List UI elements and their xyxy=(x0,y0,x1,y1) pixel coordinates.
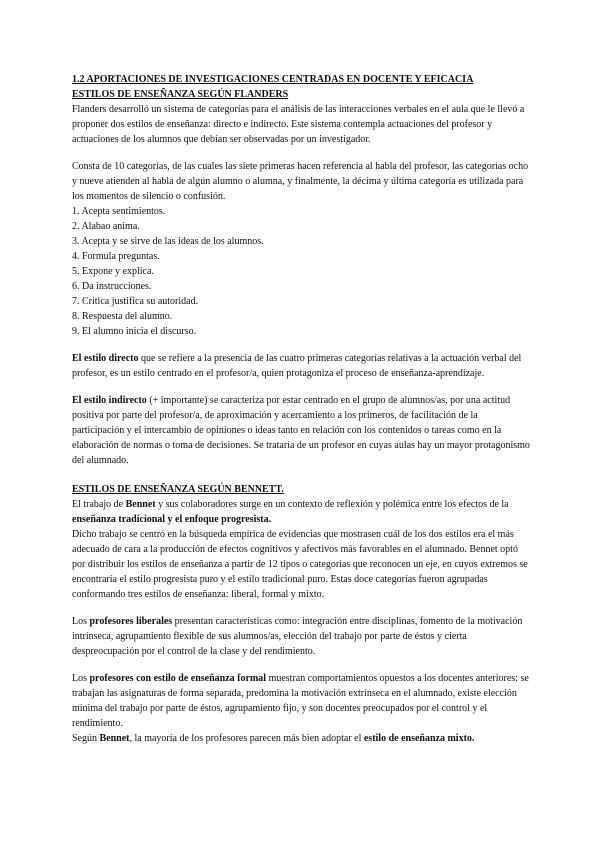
bennett-paragraph-1 xyxy=(72,497,532,527)
bennett-paragraph-2: Dicho trabajo se centró en la búsqueda empírica de evidencias que mostrasen cuál de los dos estilos era el más adecuado de cara a la producción de efectos cognitivos y afectivos más favorables en el alumnado. Bennet optó por distribuir los estilos de enseñanza a partir de 12 tipos o categorías que reconocen un eje, en cuyos extremos se encontraría el estilo progresista puro y el estilo tradicional puro. Estas doce categorías fueron agrupadas conformando tres estilos de enseñanza: liberal, formal y mixto. xyxy=(72,529,528,600)
bennet-name: Bennet xyxy=(99,733,130,744)
section-title-flanders xyxy=(72,72,532,102)
indirect-style-term: El estilo indirecto xyxy=(72,395,147,406)
direct-style-text: que se refiere a la presencia de las cuatro primeras categorías relativas a la actuación verbal del profesor, es un estilo centrado en el profesor/a, quien protagoniza el proceso de enseñanza-aprendizaje. xyxy=(72,353,522,379)
spacer xyxy=(72,659,532,671)
mixed-style-paragraph xyxy=(72,731,532,746)
indirect-style-text: (+ importante) se caracteriza por estar centrado en el grupo de alumnos/as, por una actitud positiva por parte del profesor/a, de aproximación y acercamiento a los primeros, de facilitación de la participación y el intercambio de opiniones o ideas tanto en relación con los contenidos o tareas como en la elaboración de normas o toma de decisiones. Se trataría de un profesor en cuyas aulas hay un mayor protagonismo del alumnado. xyxy=(72,395,530,466)
spacer xyxy=(72,602,532,614)
spacer xyxy=(72,381,532,393)
list-item: 9. El alumno inicia el discurso. xyxy=(72,326,197,337)
list-item: 8. Respuesta del alumno. xyxy=(72,311,173,322)
list-item: 5. Expone y explica. xyxy=(72,266,154,277)
categories-list xyxy=(72,204,532,339)
flanders-heading: ESTILOS DE ENSEÑANZA SEGÚN FLANDERS xyxy=(72,89,289,100)
list-item: 3. Acepta y se sirve de las ideas de los alumnos. xyxy=(72,236,264,247)
direct-style-term: El estilo directo xyxy=(72,353,139,364)
document-page xyxy=(72,72,532,746)
text-run: El trabajo de xyxy=(72,499,126,510)
list-item: 7. Critica justifica su autoridad. xyxy=(72,296,199,307)
categories-intro: Consta de 10 categorías, de las cuales las siete primeras hacen referencia al habla del profesor, las categorías ocho y nueve atienden al habla de algún alumno o alumna, y finalmente, la décima y última categoría es utilizada para los momentos de silencio o confusión. xyxy=(72,161,529,202)
text-run: Los xyxy=(72,673,90,684)
list-item: 2. Alabao anima. xyxy=(72,221,140,232)
mixed-style-term: estilo de enseñanza mixto. xyxy=(363,733,475,744)
formal-teachers-term: profesores con estilo de enseñanza formal xyxy=(89,673,267,684)
text-run: y sus colaboradores surge en un contexto de reflexión y polémica entre los efectos de la xyxy=(155,499,509,510)
list-item: 4. Formula preguntas. xyxy=(72,251,160,262)
bennett-heading: ESTILOS DE ENSEÑANZA SEGÚN BENNETT. xyxy=(72,484,284,495)
indirect-style-paragraph xyxy=(72,393,532,468)
formal-teachers-paragraph xyxy=(72,671,532,731)
text-run: presentan características como: integración entre disciplinas, fomento de la motivación intrínseca, agrupamiento flexible de sus alumnos/as, elección del trabajo por parte de éstos y cierta despreocupación por el control de la clase y del rendimiento. xyxy=(72,616,523,657)
flanders-intro: Flanders desarrolló un sistema de categorías para el análisis de las interacciones verbales en el aula que le llevó a proponer dos estilos de enseñanza: directo e indirecto. Este sistema contempla actuaciones del profesor y actuaciones de los alumnos que debían ser observadas por un investigador. xyxy=(72,104,525,145)
spacer xyxy=(72,147,532,159)
list-item: 1. Acepta sentimientos. xyxy=(72,206,166,217)
traditional-progressive-term: enseñanza tradicional y el enfoque progresista. xyxy=(72,514,272,525)
direct-style-paragraph xyxy=(72,351,532,381)
bennet-name: Bennet xyxy=(125,499,156,510)
text-run: , la mayoría de los profesores parecen más bien adoptar el xyxy=(129,733,364,744)
spacer xyxy=(72,339,532,351)
liberal-teachers-paragraph xyxy=(72,614,532,659)
liberal-teachers-term: profesores liberales xyxy=(89,616,173,627)
list-item: 6. Da instrucciones. xyxy=(72,281,152,292)
spacer xyxy=(72,468,532,482)
chapter-heading: 1.2 APORTACIONES DE INVESTIGACIONES CENTRADAS EN DOCENTE Y EFICACIA xyxy=(72,74,474,85)
text-run: Según xyxy=(72,733,100,744)
text-run: muestran comportamientos opuestos a los docentes anteriores: se trabajan las asignaturas de forma separada, predomina la motivación extrínseca en el alumnado, existe elección mínima del trabajo por parte de éstos, agrupamiento fijo, y son docentes preocupados por el control y el rendimiento. xyxy=(72,673,529,729)
text-run: Los xyxy=(72,616,90,627)
